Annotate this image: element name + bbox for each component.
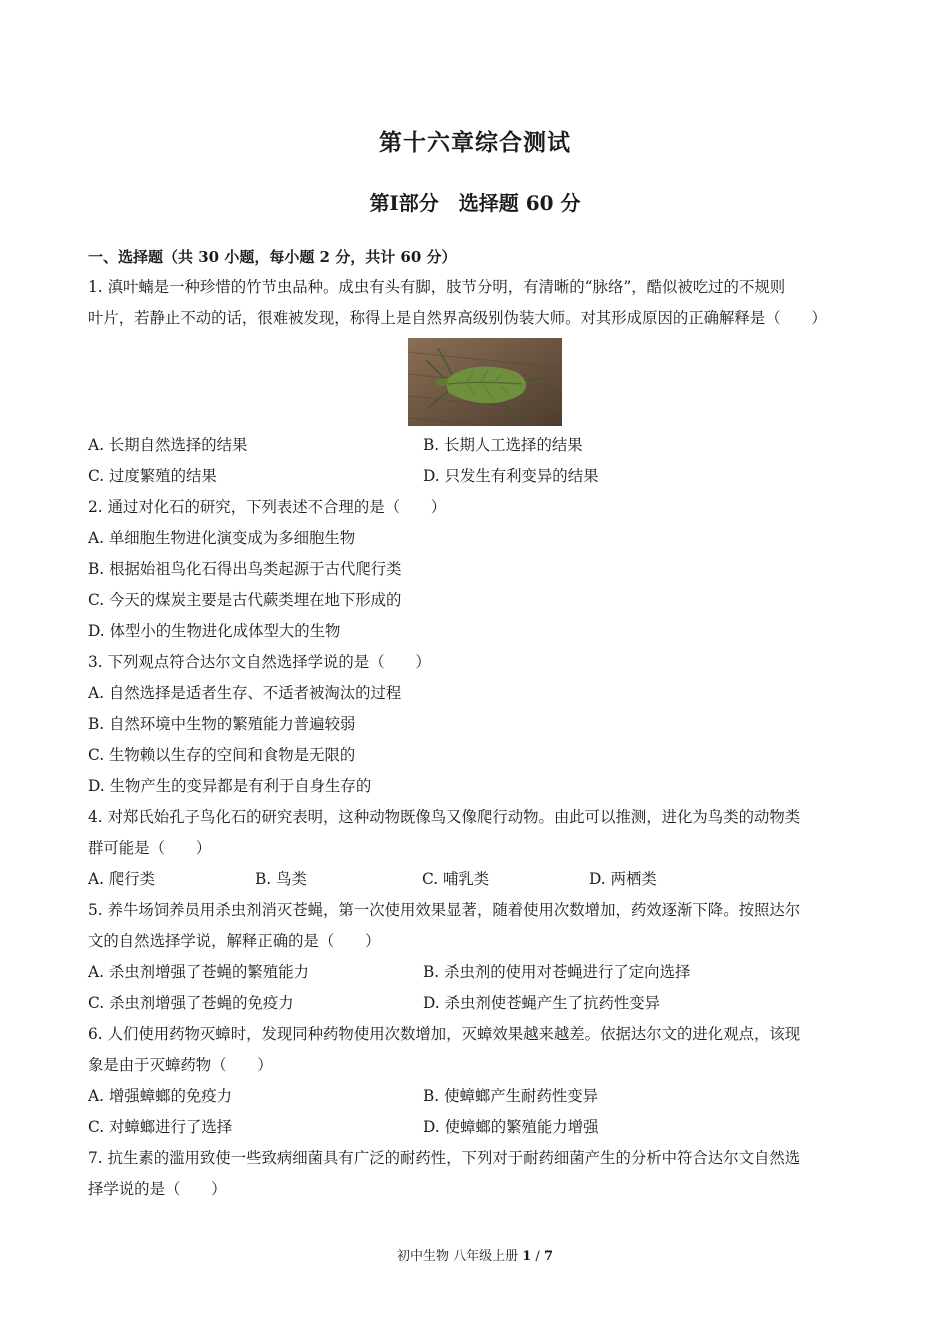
- options-row: [88, 1081, 868, 1112]
- question-stem: 2. 通过对化石的研究，下列表述不合理的是（ ）: [88, 498, 447, 516]
- options-row: [88, 430, 868, 461]
- options-row: [88, 864, 868, 895]
- options-row: [88, 957, 868, 988]
- section-heading: 一、选择题（共 30 小题，每小题 2 分，共计 60 分）: [88, 248, 457, 266]
- option-c: C. 对蟑螂进行了选择: [88, 1118, 233, 1136]
- question-7: [88, 1143, 868, 1205]
- option-d: D. 两栖类: [589, 870, 657, 888]
- question-list: [88, 242, 868, 1205]
- option-a: A. 长期自然选择的结果: [88, 436, 248, 454]
- leaf-insect-figure: [88, 334, 868, 430]
- option-a: A. 爬行类: [88, 870, 156, 888]
- option-d: D. 使蟑螂的繁殖能力增强: [423, 1118, 599, 1136]
- option-a: A. 杀虫剂增强了苍蝇的繁殖能力: [88, 963, 309, 981]
- option-c: C. 哺乳类: [422, 870, 490, 888]
- question-4: [88, 802, 868, 895]
- question-stem: 6. 人们使用药物灭蟑时，发现同种药物使用次数增加，灭蟑效果越来越差。依据达尔文的进化观点，该现: [88, 1025, 801, 1043]
- option-a: A. 增强蟑螂的免疫力: [88, 1087, 233, 1105]
- option-c: C. 杀虫剂增强了苍蝇的免疫力: [88, 994, 294, 1012]
- option-c: C. 过度繁殖的结果: [88, 467, 217, 485]
- options-row: [88, 1112, 868, 1143]
- option-b: B. 自然环境中生物的繁殖能力普遍较弱: [88, 715, 356, 733]
- page-title: 第十六章综合测试: [379, 129, 571, 156]
- page-total: 7: [543, 1249, 553, 1264]
- page-number: 1: [522, 1249, 532, 1264]
- page-footer: [0, 1245, 950, 1264]
- option-b: B. 杀虫剂的使用对苍蝇进行了定向选择: [423, 963, 691, 981]
- option-a: A. 自然选择是适者生存、不适者被淘汰的过程: [88, 684, 402, 702]
- option-b: B. 长期人工选择的结果: [423, 436, 583, 454]
- question-stem: 叶片，若静止不动的话，很难被发现，称得上是自然界高级别伪装大师。对其形成原因的正确解释是（ ）: [88, 309, 827, 327]
- option-d: D. 杀虫剂使苍蝇产生了抗药性变异: [423, 994, 661, 1012]
- question-1: [88, 272, 868, 492]
- question-6: [88, 1019, 868, 1143]
- page-separator: /: [531, 1249, 544, 1264]
- options-row: [88, 988, 868, 1019]
- question-stem: 3. 下列观点符合达尔文自然选择学说的是（ ）: [88, 653, 431, 671]
- page-subtitle: 第Ⅰ部分 选择题 60 分: [369, 191, 581, 215]
- option-d: D. 只发生有利变异的结果: [423, 467, 599, 485]
- question-stem: 5. 养牛场饲养员用杀虫剂消灭苍蝇，第一次使用效果显著，随着使用次数增加，药效逐渐下降。按照达尔: [88, 901, 801, 919]
- question-stem: 择学说的是（ ）: [88, 1180, 227, 1198]
- question-stem: 文的自然选择学说，解释正确的是（ ）: [88, 932, 381, 950]
- question-stem: 象是由于灭蟑药物（ ）: [88, 1056, 273, 1074]
- option-c: C. 生物赖以生存的空间和食物是无限的: [88, 746, 356, 764]
- option-c: C. 今天的煤炭主要是古代蕨类埋在地下形成的: [88, 591, 402, 609]
- question-3: [88, 647, 868, 802]
- question-2: [88, 492, 868, 647]
- option-b: B. 使蟑螂产生耐药性变异: [423, 1087, 599, 1105]
- footer-label: 初中生物 八年级上册: [396, 1249, 523, 1264]
- question-stem: 1. 滇叶蝻是一种珍惜的竹节虫品种。成虫有头有脚，肢节分明，有清晰的“脉络”，酷似被吃过的不规则: [88, 278, 786, 296]
- options-row: [88, 461, 868, 492]
- option-b: B. 根据始祖鸟化石得出鸟类起源于古代爬行类: [88, 560, 402, 578]
- question-stem: 7. 抗生素的滥用致使一些致病细菌具有广泛的耐药性，下列对于耐药细菌产生的分析中符合达尔文自然选: [88, 1149, 801, 1167]
- leaf-insect-photo: [408, 338, 562, 426]
- option-b: B. 鸟类: [255, 870, 307, 888]
- option-d: D. 生物产生的变异都是有利于自身生存的: [88, 777, 372, 795]
- question-stem: 群可能是（ ）: [88, 839, 212, 857]
- option-d: D. 体型小的生物进化成体型大的生物: [88, 622, 341, 640]
- option-a: A. 单细胞生物进化演变成为多细胞生物: [88, 529, 356, 547]
- question-5: [88, 895, 868, 1019]
- question-stem: 4. 对郑氏始孔子鸟化石的研究表明，这种动物既像鸟又像爬行动物。由此可以推测，进化为鸟类的动物类: [88, 808, 801, 826]
